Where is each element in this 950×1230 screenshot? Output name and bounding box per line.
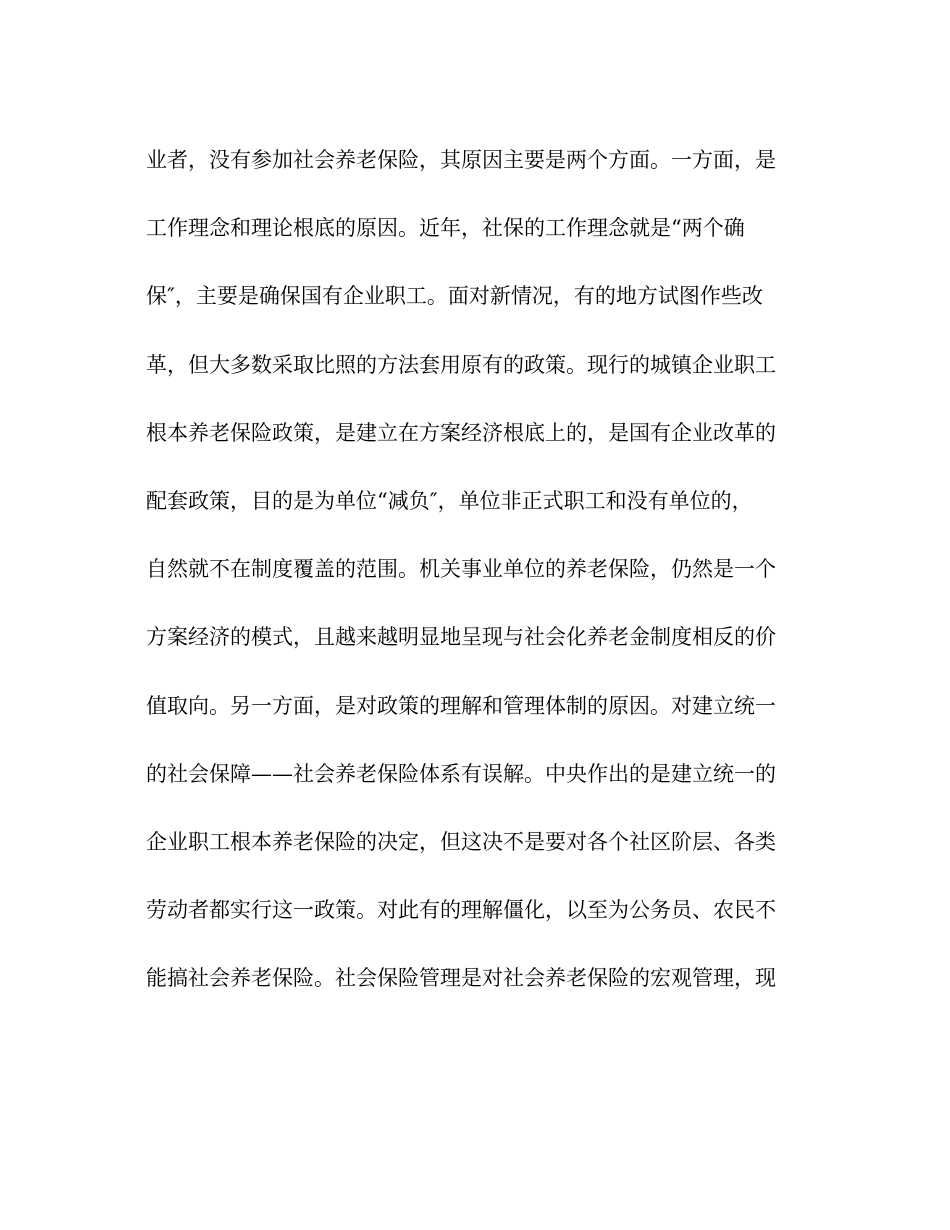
text-line-7: 自然就不在制度覆盖的范围。机关事业单位的养老保险，仍然是一个: [146, 557, 776, 582]
text-line-4: 革，但大多数采取比照的方法套用原有的政策。现行的城镇企业职工: [146, 352, 776, 377]
text-line-8: 方案经济的模式，且越来越明显地呈现与社会化养老金制度相反的价: [146, 625, 776, 650]
body-text: [146, 134, 806, 1020]
text-line-6: 配套政策，目的是为单位“减负″，单位非正式职工和没有单位的，: [146, 488, 753, 513]
text-line-5: 根本养老保险政策，是建立在方案经济根底上的，是国有企业改革的: [146, 420, 776, 445]
text-line-12: 劳动者都实行这一政策。对此有的理解僵化，以至为公务员、农民不: [146, 898, 776, 923]
text-line-9: 值取向。另一方面，是对政策的理解和管理体制的原因。对建立统一: [146, 693, 776, 718]
text-line-11: 企业职工根本养老保险的决定，但这决不是要对各个社区阶层、各类: [146, 829, 776, 854]
text-line-2: 工作理念和理论根底的原因。近年，社保的工作理念就是“两个确: [146, 216, 745, 241]
text-line-3: 保″，主要是确保国有企业职工。面对新情况，有的地方试图作些改: [146, 284, 763, 309]
text-line-13: 能搞社会养老保险。社会保险管理是对社会养老保险的宏观管理，现: [146, 966, 776, 991]
text-line-1: 业者，没有参加社会养老保险，其原因主要是两个方面。一方面，是: [146, 148, 776, 172]
text-line-10: 的社会保障——社会养老保险体系有误解。中央作出的是建立统一的: [146, 761, 776, 786]
